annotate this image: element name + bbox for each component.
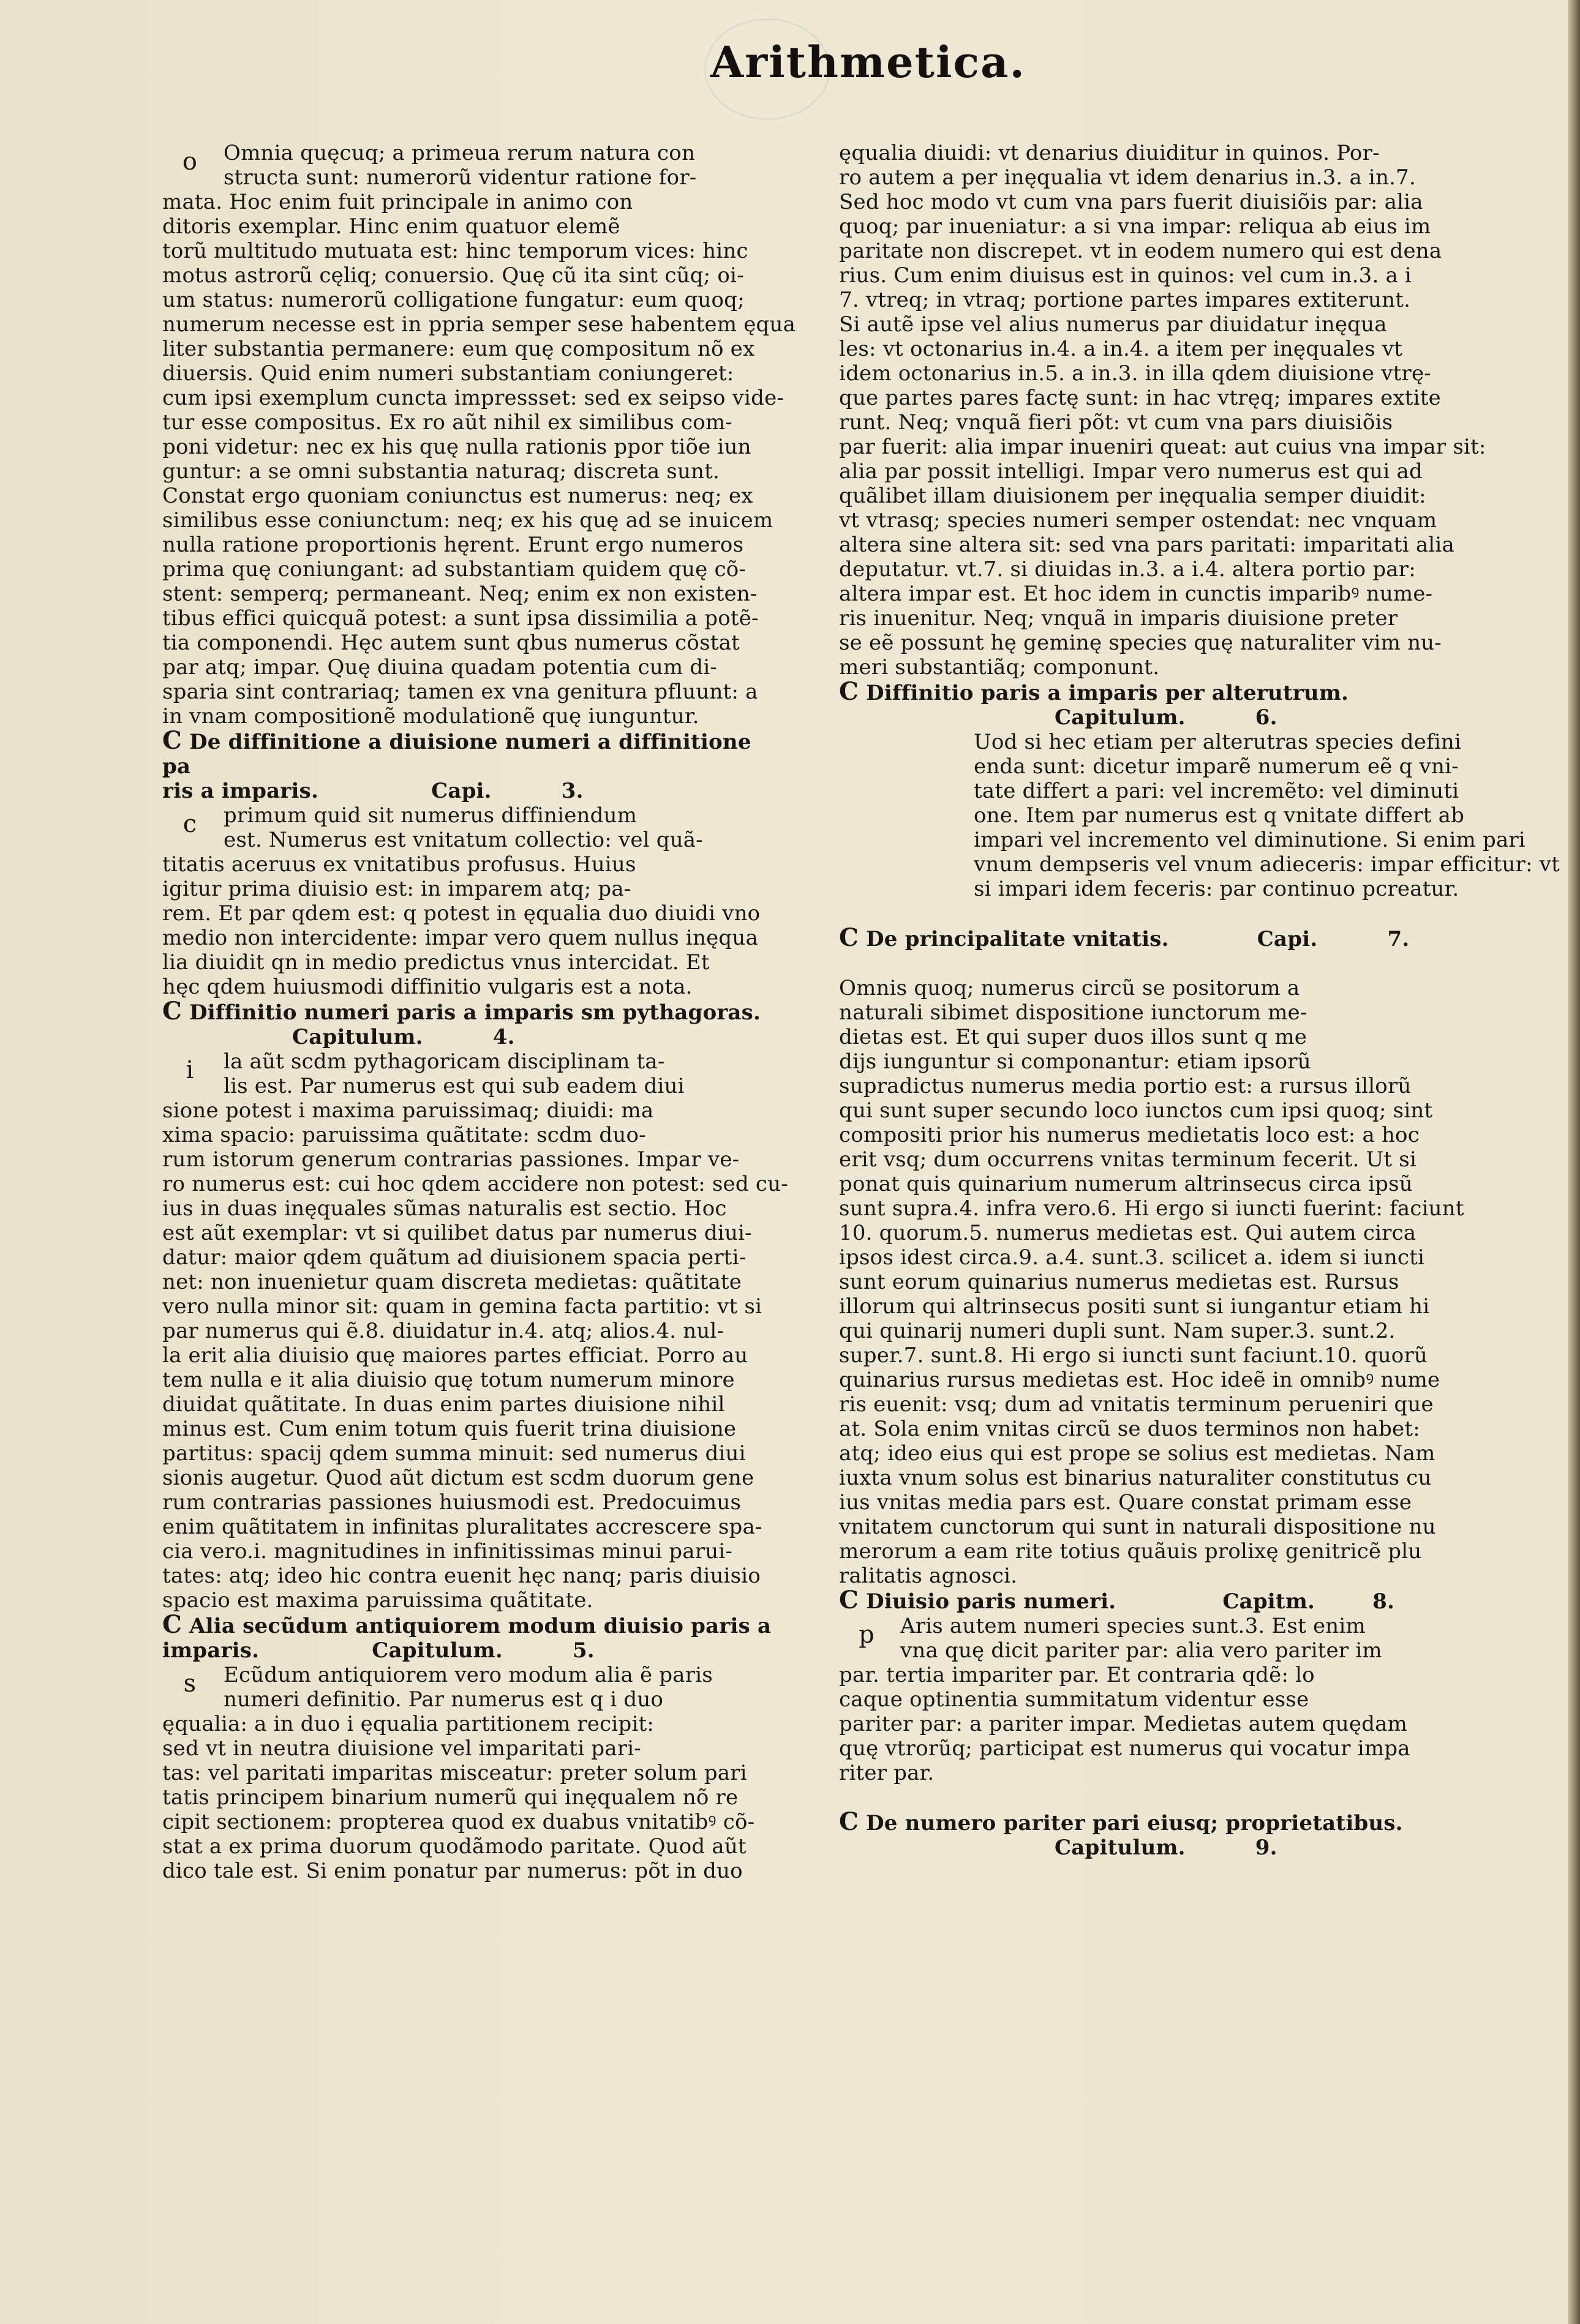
text-line: sionis augetur. Quod aũt dictum est scdm duorum gene [162, 1466, 754, 1490]
chapter-7-heading [839, 923, 1464, 952]
page-edge [1568, 0, 1580, 2324]
text-line: est. Numerus est vnitatum collectio: vel quã- [224, 828, 703, 852]
chapter-heading-text: Alia secũdum antiquiorem modum diuisio paris a [189, 1614, 772, 1638]
chapter-6-heading [839, 677, 1464, 730]
text-line: altera sine altera sit: sed vna pars paritati: imparitati alia [839, 533, 1454, 557]
text-line: cia vero.i. magnitudines in infinitissimas minui parui- [162, 1539, 733, 1564]
chapter-number: 8. [1372, 1589, 1395, 1614]
text-line: at. Sola enim vnitas circũ se duos terminos non habet: [839, 1417, 1420, 1441]
text-line: guntur: a se omni substantia naturaq; discreta sunt. [162, 459, 720, 484]
text-line: tur esse compositus. Ex ro aũt nihil ex similibus com- [162, 410, 732, 435]
chapter-8-body [839, 1614, 1464, 1785]
text-line: tia componendi. Hęc autem sunt qbus numerus cõstat [162, 631, 740, 655]
text-line: vt vtrasq; species numeri semper ostendat: nec vnquam [839, 508, 1437, 533]
left-column [162, 141, 796, 1883]
text-line: ius vnitas media pars est. Quare constat primam esse [839, 1490, 1412, 1515]
text-line: naturali sibimet dispositione iunctorum me- [839, 1000, 1307, 1025]
chapter-heading-text: De principalitate vnitatis. [866, 927, 1169, 951]
text-line: dico tale est. Si enim ponatur par numerus: põt in duo [162, 1859, 743, 1883]
text-line: vna quę dicit pariter par: alia vero pariter im [900, 1638, 1382, 1663]
text-line: quãlibet illam diuisionem per inęqualia semper diuidit: [839, 484, 1426, 508]
chapter-label: Capi. [1257, 927, 1318, 951]
text-line: tates: atq; ideo hic contra euenit hęc nanq; paris diuisio [162, 1564, 761, 1588]
text-line: numerum necesse est in ppria semper sese habentem ęqua [162, 312, 796, 337]
text-line: lis est. Par numerus est qui sub eadem diui [224, 1074, 685, 1098]
chapter-heading-text: Diuisio paris numeri. [866, 1589, 1116, 1614]
paragraph-mark-icon: C [839, 1807, 859, 1836]
text-line: spacio est maxima paruissima quãtitate. [162, 1588, 593, 1613]
chapter-heading-text: ris a imparis. [162, 779, 318, 803]
text-line: minus est. Cum enim totum quis fuerit trina diuisione [162, 1417, 737, 1441]
text-line: runt. Neq; vnquã fieri põt: vt cum vna pars diuisiõis [839, 410, 1393, 435]
text-line: 10. quorum.5. numerus medietas est. Qui autem circa [839, 1221, 1416, 1245]
text-line: Ecũdum antiquiorem vero modum alia ẽ paris [224, 1663, 713, 1687]
text-line: la aũt scdm pythagoricam disciplinam ta- [224, 1049, 665, 1074]
text-line: net: non inuenietur quam discreta medietas: quãtitate [162, 1270, 742, 1294]
text-line: que partes pares factę sunt: in hac vtręq; impares extite [839, 386, 1441, 410]
paragraph-mark-icon: C [839, 923, 859, 952]
chapter-heading-text: Diffinitio numeri paris a imparis sm pythagoras. [189, 1000, 761, 1025]
chapter-number: 3. [561, 779, 584, 803]
text-line: dietas est. Et qui super duos illos sunt q me [839, 1025, 1307, 1049]
text-line: rum istorum generum contrarias passiones. Impar ve- [162, 1147, 740, 1172]
text-line: rem. Et par qdem est: q potest in ęqualia duo diuidi vno [162, 901, 761, 926]
text-line: compositi prior his numerus medietatis loco est: a hoc [839, 1123, 1420, 1147]
text-line: erit vsq; dum occurrens vnitas terminum fecerit. Ut si [839, 1147, 1417, 1172]
section-opening [162, 141, 796, 729]
text-line: quę vtrorũq; participat est numerus qui vocatur impa [839, 1736, 1410, 1761]
text-line: deputatur. vt.7. si diuidas in.3. a i.4. altera portio par: [839, 557, 1416, 582]
chapter-label: Capitm. [1222, 1589, 1315, 1614]
text-line: motus astrorũ cęliq; conuersio. Quę cũ ita sint cũq; oi- [162, 263, 744, 288]
chapter-label: Capitulum. [1055, 1835, 1186, 1860]
text-line: sparia sint contrariaq; tamen ex vna genitura pfluunt: a [162, 680, 758, 704]
text-line: vnum dempseris vel vnum adieceris: impar efficitur: vt [974, 852, 1560, 877]
text-line: prima quę coniungant: ad substantiam quidem quę cõ- [162, 557, 747, 582]
text-line: diuersis. Quid enim numeri substantiam coniungeret: [162, 361, 734, 386]
text-line: datur: maior qdem quãtum ad diuisionem spacia perti- [162, 1245, 747, 1270]
chapter-7-body [839, 976, 1464, 1588]
text-line: one. Item par numerus est q vnitate differt ab [974, 803, 1465, 828]
text-line: ęqualia diuidi: vt denarius diuiditur in quinos. Por- [839, 141, 1380, 165]
text-line: primum quid sit numerus diffiniendum [224, 803, 638, 828]
chapter-label: Capitulum. [372, 1638, 503, 1663]
text-line: atq; ideo eius qui est prope se solius est medietas. Nam [839, 1441, 1435, 1466]
chapter-6-body [839, 730, 1560, 901]
text-line: enda sunt: dicetur imparẽ numerum eẽ q vni- [974, 754, 1459, 779]
text-line: lia diuidit qn in medio predictus vnus intercidat. Et [162, 950, 710, 975]
text-line: titatis aceruus ex vnitatibus profusus. Huius [162, 852, 636, 877]
text-line: ipsos idest circa.9. a.4. sunt.3. scilicet a. idem si iuncti [839, 1245, 1425, 1270]
text-line: quoq; par inueniatur: a si vna impar: reliqua ab eius im [839, 214, 1431, 239]
text-line: numeri definitio. Par numerus est q i duo [224, 1687, 664, 1712]
text-line: super.7. sunt.8. Hi ergo si iuncti sunt faciunt.10. quorũ [839, 1343, 1428, 1368]
text-line: cipit sectionem: propterea quod ex duabus vnitatibꝰ cõ- [162, 1810, 755, 1834]
chapter-heading-text: Diffinitio paris a imparis per alterutrum. [866, 681, 1349, 705]
chapter-heading-text: imparis. [162, 1638, 260, 1663]
chapter-number: 9. [1255, 1835, 1277, 1860]
text-line: par fuerit: alia impar inueniri queat: aut cuius vna impar sit: [839, 435, 1486, 459]
chapter-heading-text: De diffinitione a diuisione numeri a diffinitione pa [162, 730, 751, 779]
text-line: sione potest i maxima paruissimaq; diuidi: ma [162, 1098, 654, 1123]
text-line: Si autẽ ipse vel alius numerus par diuidatur inęqua [839, 312, 1387, 337]
text-line: ditoris exemplar. Hinc enim quatuor elemẽ [162, 214, 620, 239]
text-line: qui sunt super secundo loco iunctos cum ipsi quoq; sint [839, 1098, 1433, 1123]
text-line: caque optinentia summitatum videntur esse [839, 1687, 1309, 1712]
text-line: tem nulla e it alia diuisio quę totum numerum minore [162, 1368, 735, 1392]
chapter-label: Capi. [431, 779, 492, 803]
text-line: si impari idem feceris: par continuo pcreatur. [974, 877, 1459, 901]
text-line: mata. Hoc enim fuit principale in animo con [162, 190, 633, 214]
right-column [839, 141, 1560, 1860]
text-line: les: vt octonarius in.4. a in.4. a item per inęquales vt [839, 337, 1403, 361]
chapter-3-heading [162, 726, 784, 803]
text-line: idem octonarius in.5. a in.3. in illa qdem diuisione vtrę- [839, 361, 1431, 386]
text-line: tas: vel paritati imparitas misceatur: preter solum pari [162, 1761, 747, 1785]
guide-letter: s [183, 1670, 197, 1698]
text-line: cum ipsi exemplum cuncta impressset: sed ex seipso vide- [162, 386, 784, 410]
text-line: se eẽ possunt hę geminę species quę naturaliter vim nu- [839, 631, 1442, 655]
text-line: qui quinarij numeri dupli sunt. Nam super.3. sunt.2. [839, 1319, 1396, 1343]
text-line: ris euenit: vsq; dum ad vnitatis terminum perueniri que [839, 1392, 1434, 1417]
text-line: stat a ex prima duorum quodãmodo paritate. Quod aũt [162, 1834, 747, 1859]
text-line: structa sunt: numerorũ videntur ratione for- [224, 165, 697, 190]
text-line: est aũt exemplar: vt si quilibet datus par numerus diui- [162, 1221, 752, 1245]
text-line: Constat ergo quoniam coniunctus est numerus: neq; ex [162, 484, 753, 508]
text-line: torũ multitudo mutuata est: hinc temporum vices: hinc [162, 239, 748, 263]
chapter-number: 4. [492, 1025, 515, 1049]
chapter-3-body [162, 803, 784, 999]
guide-letter: p [859, 1621, 875, 1649]
text-line: sunt supra.4. infra vero.6. Hi ergo si iuncti fuerint: faciunt [839, 1196, 1464, 1221]
text-line: tibus effici quicquã potest: a sunt ipsa dissimilia a potẽ- [162, 606, 759, 631]
text-line: medio non intercidente: impar vero quem nullus inęqua [162, 926, 758, 950]
paragraph-mark-icon: C [162, 1610, 182, 1639]
text-line: ris inuenitur. Neq; vnquã in imparis diuisione preter [839, 606, 1398, 631]
text-line: ęqualia: a in duo i ęqualia partitionem recipit: [162, 1712, 655, 1736]
paragraph-mark-icon: C [839, 677, 859, 706]
text-line: nulla ratione proportionis hęrent. Erunt ergo numeros [162, 533, 744, 557]
text-line: paritate non discrepet. vt in eodem numero qui est dena [839, 239, 1442, 263]
chapter-number: 7. [1387, 927, 1410, 951]
text-line: Uod si hec etiam per alterutras species defini [974, 730, 1462, 754]
chapter-4-body [162, 1049, 788, 1613]
text-line: vnitatem cunctorum qui sunt in naturali dispositione nu [839, 1515, 1436, 1539]
text-line: altera impar est. Et hoc idem in cunctis imparibꝰ nume- [839, 582, 1433, 606]
text-line: la erit alia diuisio quę maiores partes efficiat. Porro au [162, 1343, 748, 1368]
text-line: sed vt in neutra diuisione vel imparitati pari- [162, 1736, 641, 1761]
text-line: ralitatis agnosci. [839, 1564, 1018, 1588]
text-line: rius. Cum enim diuisus est in quinos: vel cum in.3. a i [839, 263, 1412, 288]
text-line: ius in duas inęquales sũmas naturalis est sectio. Hoc [162, 1196, 727, 1221]
text-line: impari vel incremento vel diminutione. Si enim pari [974, 828, 1525, 852]
text-line: Omnis quoq; numerus circũ se positorum a [839, 976, 1300, 1000]
chapter-4-heading [162, 999, 784, 1049]
text-line: Aris autem numeri species sunt.3. Est enim [900, 1614, 1366, 1638]
text-line: ro autem a per inęqualia vt idem denarius in.3. a in.7. [839, 165, 1416, 190]
text-line: meri substantiãq; componunt. [839, 655, 1160, 680]
text-line: similibus esse coniunctum: neq; ex his quę ad se inuicem [162, 508, 773, 533]
text-line: quinarius rursus medietas est. Hoc ideẽ in omnibꝰ nume [839, 1368, 1440, 1392]
text-line: sunt eorum quinarius numerus medietas est. Rursus [839, 1270, 1399, 1294]
text-line: um status: numerorũ colligatione fungatur: eum quoq; [162, 288, 745, 312]
text-line: par numerus qui ẽ.8. diuidatur in.4. atq; alios.4. nul- [162, 1319, 724, 1343]
text-line: pariter par: a pariter impar. Medietas autem quędam [839, 1712, 1408, 1736]
chapter-5-body [162, 1663, 784, 1883]
section-continuation [839, 141, 1486, 680]
text-line: dijs iunguntur si componantur: etiam ipsorũ [839, 1049, 1311, 1074]
text-line: hęc qdem huiusmodi diffinitio vulgaris est a nota. [162, 975, 693, 999]
chapter-heading-text: De numero pariter pari eiusq; proprietatibus. [866, 1811, 1403, 1835]
chapter-number: 6. [1255, 705, 1277, 730]
guide-letter: c [182, 810, 197, 838]
text-line: Omnia quęcuq; a primeua rerum natura con [224, 141, 696, 165]
text-line: Sed hoc modo vt cum vna pars fuerit diuisiõis par: alia [839, 190, 1423, 214]
text-line: riter par. [839, 1761, 935, 1785]
paragraph-mark-icon: C [162, 726, 182, 755]
chapter-label: Capitulum. [292, 1025, 423, 1049]
chapter-5-heading [162, 1610, 784, 1663]
guide-letter: i [186, 1056, 194, 1084]
text-line: vero nulla minor sit: quam in gemina facta partitio: vt si [162, 1294, 762, 1319]
text-line: diuidat quãtitate. In duas enim partes diuisione nihil [162, 1392, 725, 1417]
chapter-label: Capitulum. [1055, 705, 1186, 730]
text-line: enim quãtitatem in infinitas pluralitates accrescere spa- [162, 1515, 762, 1539]
text-line: 7. vtreq; in vtraq; portione partes impares extiterunt. [839, 288, 1411, 312]
text-line: igitur prima diuisio est: in imparem atq; pa- [162, 877, 631, 901]
text-line: alia par possit intelligi. Impar vero numerus est qui ad [839, 459, 1423, 484]
guide-letter: o [182, 148, 198, 176]
text-line: tate differt a pari: vel incremẽto: vel diminuti [974, 779, 1459, 803]
text-line: in vnam compositionẽ modulationẽ quę iunguntur. [162, 704, 699, 729]
text-line: supradictus numerus media portio est: a rursus illorũ [839, 1074, 1412, 1098]
text-line: ponat quis quinarium numerum altrinsecus circa ipsũ [839, 1172, 1413, 1196]
chapter-number: 5. [572, 1638, 595, 1663]
text-line: xima spacio: paruissima quãtitate: scdm duo- [162, 1123, 646, 1147]
text-line: partitus: spacij qdem summa minuit: sed numerus diui [162, 1441, 746, 1466]
text-line: merorum a eam rite totius quãuis prolixę genitricẽ plu [839, 1539, 1422, 1564]
text-line: iuxta vnum solus est binarius naturaliter constitutus cu [839, 1466, 1432, 1490]
text-line: stent: semperq; permaneant. Neq; enim ex non existen- [162, 582, 758, 606]
text-line: illorum qui altrinsecus positi sunt si iungantur etiam hi [839, 1294, 1430, 1319]
text-line: rum contrarias passiones huiusmodi est. Predocuimus [162, 1490, 742, 1515]
running-head: Arithmetica. [710, 37, 1026, 88]
text-line: par atq; impar. Quę diuina quadam potentia cum di- [162, 655, 718, 680]
chapter-8-heading [839, 1588, 1464, 1614]
text-line: poni videtur: nec ex his quę nulla rationis ppor tiõe iun [162, 435, 751, 459]
paragraph-mark-icon: C [162, 997, 182, 1025]
chapter-9-heading [839, 1807, 1464, 1860]
text-line: ro numerus est: cui hoc qdem accidere non potest: sed cu- [162, 1172, 788, 1196]
text-line: liter substantia permanere: eum quę compositum nõ ex [162, 337, 755, 361]
text-line: par. tertia impariter par. Et contraria qdẽ: lo [839, 1663, 1315, 1687]
paragraph-mark-icon: C [839, 1586, 859, 1614]
text-line: tatis principem binarium numerũ qui inęqualem nõ re [162, 1785, 739, 1810]
